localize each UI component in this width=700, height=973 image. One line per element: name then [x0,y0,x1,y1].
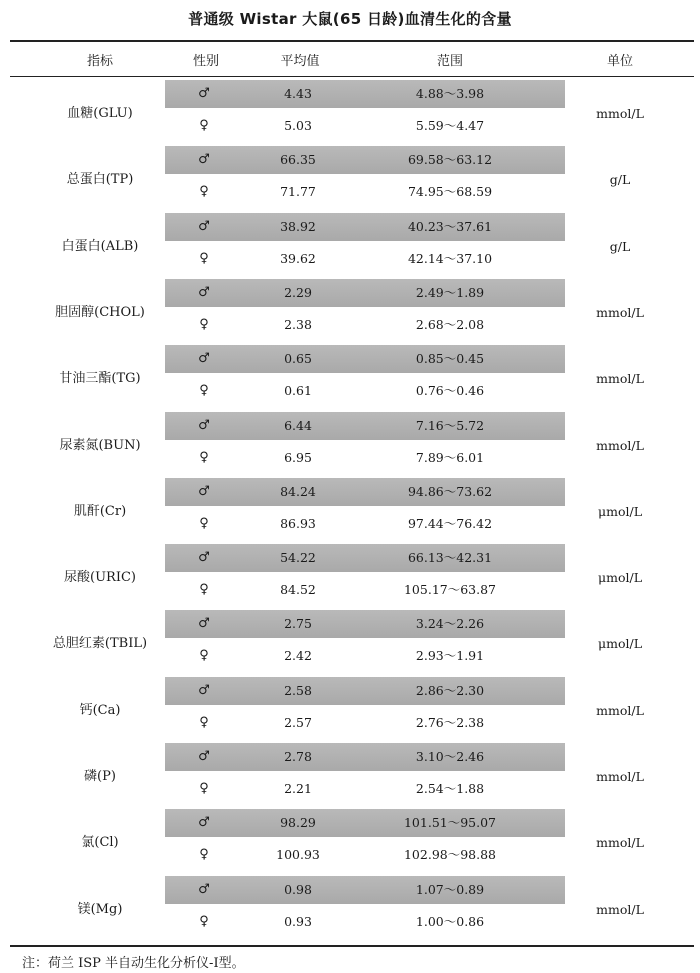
male-mean: 84.24 [280,483,316,499]
female-mean: 5.03 [284,118,312,133]
indicator-name: 尿酸(URIC) [64,570,136,586]
male-mean: 98.29 [280,815,316,831]
female-symbol: ♀ [199,449,209,465]
male-range: 66.13～42.31 [407,550,493,566]
male-symbol: ♂ [198,749,210,764]
table-title: 普通级 Wistar 大鼠(65 日龄)血清生化的含量 [188,10,512,28]
indicator-name: 氯(Cl) [81,835,119,851]
male-range: 69.58～63.12 [407,152,493,168]
male-range: 40.23～37.61 [407,218,493,234]
indicator-name: 白蛋白(ALB) [61,238,139,254]
female-symbol: ♀ [199,582,209,598]
male-mean: 2.75 [284,616,312,632]
female-range: 102.98～98.88 [403,847,497,863]
male-mean: 2.58 [284,682,312,698]
female-mean: 6.95 [284,449,312,465]
indicator-name: 镁(Mg) [77,901,123,917]
female-range: 2.76～2.38 [415,714,485,730]
male-symbol: ♂ [198,152,210,168]
female-symbol: ♀ [199,383,209,399]
male-symbol: ♂ [198,550,210,566]
male-mean: 38.92 [280,218,316,234]
male-mean: 6.44 [284,417,312,433]
female-range: 42.14～37.10 [407,250,493,266]
male-symbol: ♂ [198,881,210,897]
indicator-unit: g/L [609,238,631,254]
indicator-name: 尿素氮(BUN) [59,437,141,453]
header-mean: 平均值 [280,54,320,69]
female-mean: 100.93 [276,847,320,863]
male-mean: 66.35 [280,152,316,168]
male-range: 1.07～0.89 [415,881,485,897]
female-mean: 2.21 [284,781,312,796]
female-symbol: ♀ [199,847,209,863]
indicator-unit: mmol/L [596,901,644,917]
female-symbol: ♀ [199,913,209,929]
male-range: 94.86～73.62 [407,483,493,499]
male-symbol: ♂ [198,284,210,300]
indicator-unit: mmol/L [596,106,644,121]
male-mean: 2.29 [284,284,312,300]
female-mean: 2.57 [284,714,312,730]
female-range: 2.54～1.88 [415,781,485,796]
female-mean: 84.52 [280,582,316,598]
male-symbol: ♂ [198,616,210,632]
indicator-unit: mmol/L [596,304,644,320]
female-mean: 2.38 [284,316,312,332]
indicator-unit: mmol/L [596,769,644,784]
indicator-name: 总蛋白(TP) [66,172,134,188]
female-symbol: ♀ [199,118,209,133]
male-symbol: ♂ [198,351,210,367]
female-range: 1.00～0.86 [415,913,485,929]
female-symbol: ♀ [199,714,209,730]
indicator-unit: mmol/L [596,437,644,453]
female-mean: 0.61 [284,383,312,399]
male-range: 4.88～3.98 [415,86,485,101]
indicator-unit: mmol/L [596,702,644,718]
indicator-name: 血糖(GLU) [67,106,133,121]
female-symbol: ♀ [199,250,209,266]
top-rule [10,40,694,42]
male-range: 2.86～2.30 [415,682,485,698]
female-range: 7.89～6.01 [415,449,485,465]
indicator-name: 甘油三酯(TG) [59,371,141,387]
header-unit: 单位 [606,54,633,69]
male-symbol: ♂ [198,86,210,101]
female-range: 2.68～2.08 [415,316,485,332]
male-mean: 0.98 [284,881,312,897]
female-range: 97.44～76.42 [407,515,493,531]
female-symbol: ♀ [199,184,209,200]
male-range: 3.24～2.26 [415,616,485,632]
indicator-unit: mmol/L [596,371,644,387]
female-range: 5.59～4.47 [415,118,485,133]
indicator-unit: μmol/L [597,570,642,586]
header-indicator: 指标 [86,54,113,69]
indicator-name: 肌酐(Cr) [73,503,127,519]
header-range: 范围 [436,54,463,69]
indicator-unit: g/L [609,172,631,188]
female-range: 105.17～63.87 [403,582,497,598]
female-mean: 39.62 [280,250,316,266]
indicator-name: 钙(Ca) [79,702,121,718]
header-sex: 性别 [192,54,219,69]
male-range: 0.85～0.45 [415,351,485,367]
male-symbol: ♂ [198,218,210,234]
male-symbol: ♂ [198,483,210,499]
female-mean: 86.93 [280,515,316,531]
indicator-unit: mmol/L [596,835,644,851]
indicator-name: 总胆红素(TBIL) [52,636,148,652]
female-symbol: ♀ [199,648,209,664]
male-range: 2.49～1.89 [415,284,485,300]
male-range: 101.51～95.07 [403,815,497,831]
indicator-name: 磷(P) [84,769,116,784]
male-range: 3.10～2.46 [415,749,485,764]
male-range: 7.16～5.72 [415,417,485,433]
female-mean: 2.42 [284,648,312,664]
male-symbol: ♂ [198,815,210,831]
female-symbol: ♀ [199,515,209,531]
female-range: 74.95～68.59 [407,184,493,200]
female-mean: 71.77 [280,184,316,200]
male-symbol: ♂ [198,682,210,698]
indicator-name: 胆固醇(CHOL) [55,304,145,320]
header-rule [10,76,694,77]
female-symbol: ♀ [199,316,209,332]
male-mean: 2.78 [284,749,312,764]
female-range: 2.93～1.91 [415,648,485,664]
indicator-unit: μmol/L [597,503,642,519]
table-note: 注：荷兰 ISP 半自动生化分析仪-Ⅰ型。 [22,956,245,971]
indicator-unit: μmol/L [597,636,642,652]
male-symbol: ♂ [198,417,210,433]
male-mean: 0.65 [284,351,312,367]
bottom-rule [10,945,694,947]
female-range: 0.76～0.46 [415,383,485,399]
male-mean: 4.43 [284,86,312,101]
male-mean: 54.22 [280,550,316,566]
female-mean: 0.93 [284,913,312,929]
female-symbol: ♀ [199,781,209,796]
